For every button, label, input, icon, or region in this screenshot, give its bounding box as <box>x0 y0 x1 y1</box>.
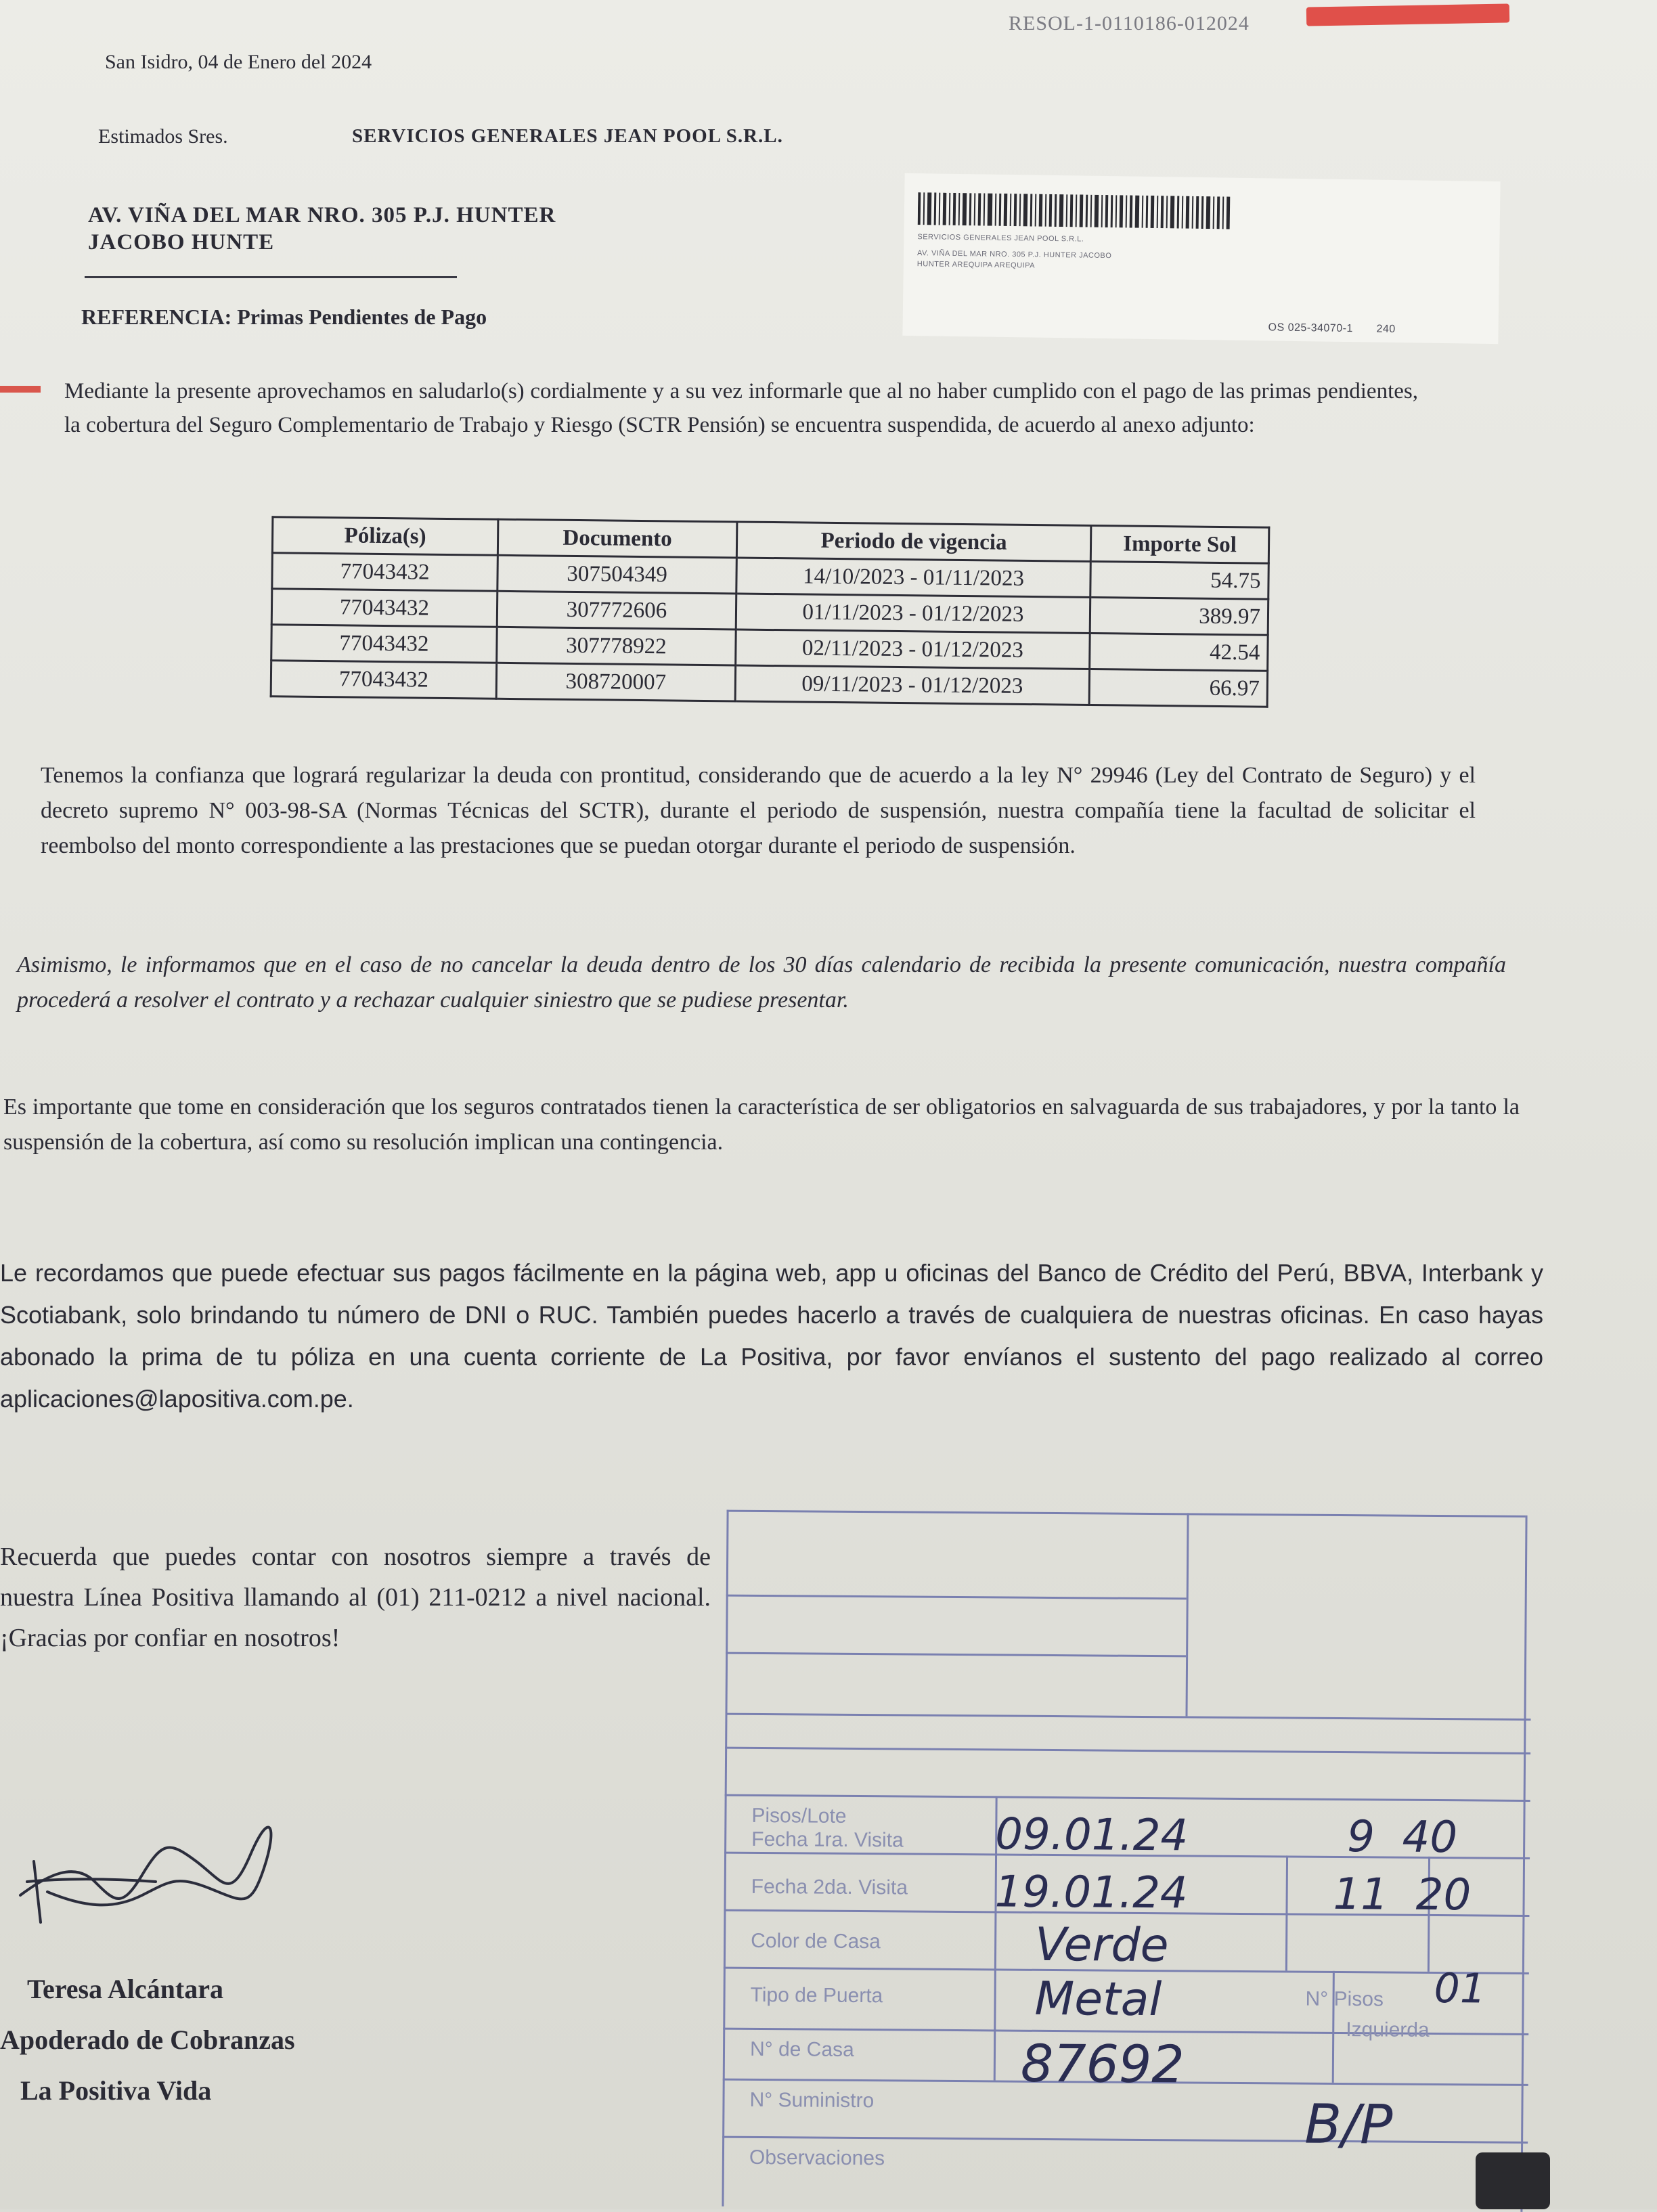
handwritten-supply-number: 87692 <box>1020 2033 1185 2095</box>
pending-premiums-table <box>270 516 1271 707</box>
red-highlight-mark <box>1306 3 1509 26</box>
closing-paragraph: Recuerda que puedes contar con nosotros siempre a través de nuestra Línea Positiva llamando al (01) 211-0212 a nivel nacional. ¡Gracias por confiar en nosotros! <box>0 1543 711 1652</box>
stamp-label-observations: Observaciones <box>749 2146 885 2170</box>
reference-label: REFERENCIA: <box>81 305 232 329</box>
label-code: OS 025-34070-1 <box>1268 322 1354 335</box>
letter-date: San Isidro, 04 de Enero del 2024 <box>105 51 372 73</box>
stamp-label-pisos: Pisos/Lote <box>751 1804 847 1828</box>
payment-info-paragraph: Le recordamos que puede efectuar sus pagos fácilmente en la página web, app u oficinas del Banco de Crédito del Perú, BBVA, Interbank y Scotiabank, solo brindando tu número de DNI o RUC. También puedes hacerlo a través de cualquiera de nuestras oficinas. En caso hayas abonado la prima de tu póliza en una cuenta corriente de La Positiva, por favor envíanos el sustento del pago realizado al correo aplicaciones@lapositiva.com.pe. <box>0 1259 1543 1413</box>
handwritten-signature <box>7 1814 332 1936</box>
recipient-address-line2: JACOBO HUNTE <box>88 230 275 255</box>
stamp-label-house-color: Color de Casa <box>751 1929 881 1953</box>
handwritten-visit1-time: 9 40 <box>1346 1812 1458 1863</box>
policy-cell: 77043432 <box>272 553 498 591</box>
reference-text: Primas Pendientes de Pago <box>237 305 487 329</box>
stamp-label-supply: N° Suministro <box>749 2088 875 2113</box>
signer-name: Teresa Alcántara <box>27 1974 223 2004</box>
reference-line <box>81 305 487 330</box>
period-cell: 09/11/2023 - 01/12/2023 <box>735 665 1090 705</box>
warning-paragraph: Asimismo, le informamos que en el caso de no cancelar la deuda dentro de los 30 días calendario de recibida la presente comunicación, nuestra compañía procederá a resolver el contrato y a rechazar cualquier siniestro que se pudiese presentar. <box>17 952 1506 1013</box>
resolution-code: RESOL-1-0110186-012024 <box>1009 12 1250 35</box>
document-cell: 307504349 <box>498 555 737 594</box>
column-header: Periodo de vigencia <box>736 522 1091 561</box>
label-line1: SERVICIOS GENERALES JEAN POOL S.R.L. <box>917 233 1084 244</box>
label-code-suffix: 240 <box>1376 323 1396 336</box>
period-cell: 01/11/2023 - 01/12/2023 <box>736 594 1090 633</box>
salutation: Estimados Sres. <box>98 125 228 148</box>
address-underline <box>85 276 457 278</box>
amount-cell: 42.54 <box>1090 633 1268 671</box>
intro-paragraph: Mediante la presente aprovechamos en saludarlo(s) cordialmente y a su vez informarle que al no haber cumplido con el pago de las primas pendientes, la cobertura del Seguro Complementario de Trabajo y Riesgo (SCTR Pensión) se encuentra suspendida, de acuerdo al anexo adjunto: <box>64 379 1418 437</box>
document-cell: 307778922 <box>497 627 736 665</box>
signer-company: La Positiva Vida <box>20 2075 212 2106</box>
legal-paragraph: Tenemos la confianza que logrará regularizar la deuda con prontitud, considerando que de acuerdo a la ley N° 29946 (Ley del Contrato de Seguro) y el decreto supremo N° 003-98-SA (Normas Técnicas del SCTR), durante el periodo de suspensión, nuestra compañía tiene la facultad de solicitar el reembolso del monto correspondiente a las prestaciones que se puedan otorgar durante el periodo de suspensión. <box>41 763 1476 858</box>
policy-cell: 77043432 <box>271 661 497 699</box>
period-cell: 02/11/2023 - 01/12/2023 <box>736 629 1090 669</box>
amount-cell: 54.75 <box>1090 561 1269 599</box>
stamp-label-house-number: N° de Casa <box>749 2037 854 2061</box>
label-line3: HUNTER AREQUIPA AREQUIPA <box>916 260 1036 270</box>
importance-paragraph: Es importante que tome en consideración que los seguros contratados tienen la característica de ser obligatorios en salvaguarda de sus trabajadores, y por la tanto la suspensión de la cobertura, así como su resolución implican una contingencia. <box>3 1094 1520 1155</box>
stamp-label-visit1: Fecha 1ra. Visita <box>751 1828 904 1852</box>
handwritten-house-color: Verde <box>1034 1918 1169 1973</box>
handwritten-visit2-date: 19.01.24 <box>994 1867 1188 1919</box>
handwritten-visit1-date: 09.01.24 <box>995 1809 1189 1861</box>
amount-cell: 389.97 <box>1090 597 1268 635</box>
stamp-label-floors: N° Pisos <box>1305 1987 1384 2011</box>
period-cell: 14/10/2023 - 01/11/2023 <box>736 558 1091 597</box>
handwritten-floors: 01 <box>1434 1964 1486 2013</box>
label-line2: AV. VIÑA DEL MAR NRO. 305 P.J. HUNTER JACOBO <box>916 249 1112 261</box>
recipient-company: SERVICIOS GENERALES JEAN POOL S.R.L. <box>352 125 783 147</box>
barcode-icon <box>918 192 1257 229</box>
policy-cell: 77043432 <box>271 625 498 663</box>
column-header: Importe Sol <box>1090 525 1269 563</box>
document-cell: 308720007 <box>496 663 736 701</box>
margin-red-mark <box>0 386 41 393</box>
amount-cell: 66.97 <box>1089 669 1268 707</box>
recipient-address-line1: AV. VIÑA DEL MAR NRO. 305 P.J. HUNTER <box>88 203 556 227</box>
handwritten-door-type: Metal <box>1034 1972 1162 2027</box>
delivery-stamp <box>722 1510 1572 2212</box>
document-cell: 307772606 <box>497 591 736 629</box>
stamp-label-visit2: Fecha 2da. Visita <box>751 1875 908 1899</box>
policy-cell: 77043432 <box>271 589 498 627</box>
signer-role: Apoderado de Cobranzas <box>0 2025 295 2055</box>
column-header: Documento <box>498 519 737 558</box>
handwritten-observation: B/P <box>1304 2092 1393 2156</box>
column-header: Póliza(s) <box>272 517 498 555</box>
mailing-label <box>902 173 1500 344</box>
battery-icon <box>1476 2152 1550 2209</box>
handwritten-visit2-time: 11 20 <box>1333 1869 1472 1921</box>
stamp-label-left: Izquierda <box>1346 2018 1430 2041</box>
stamp-label-door-type: Tipo de Puerta <box>750 1983 883 2008</box>
